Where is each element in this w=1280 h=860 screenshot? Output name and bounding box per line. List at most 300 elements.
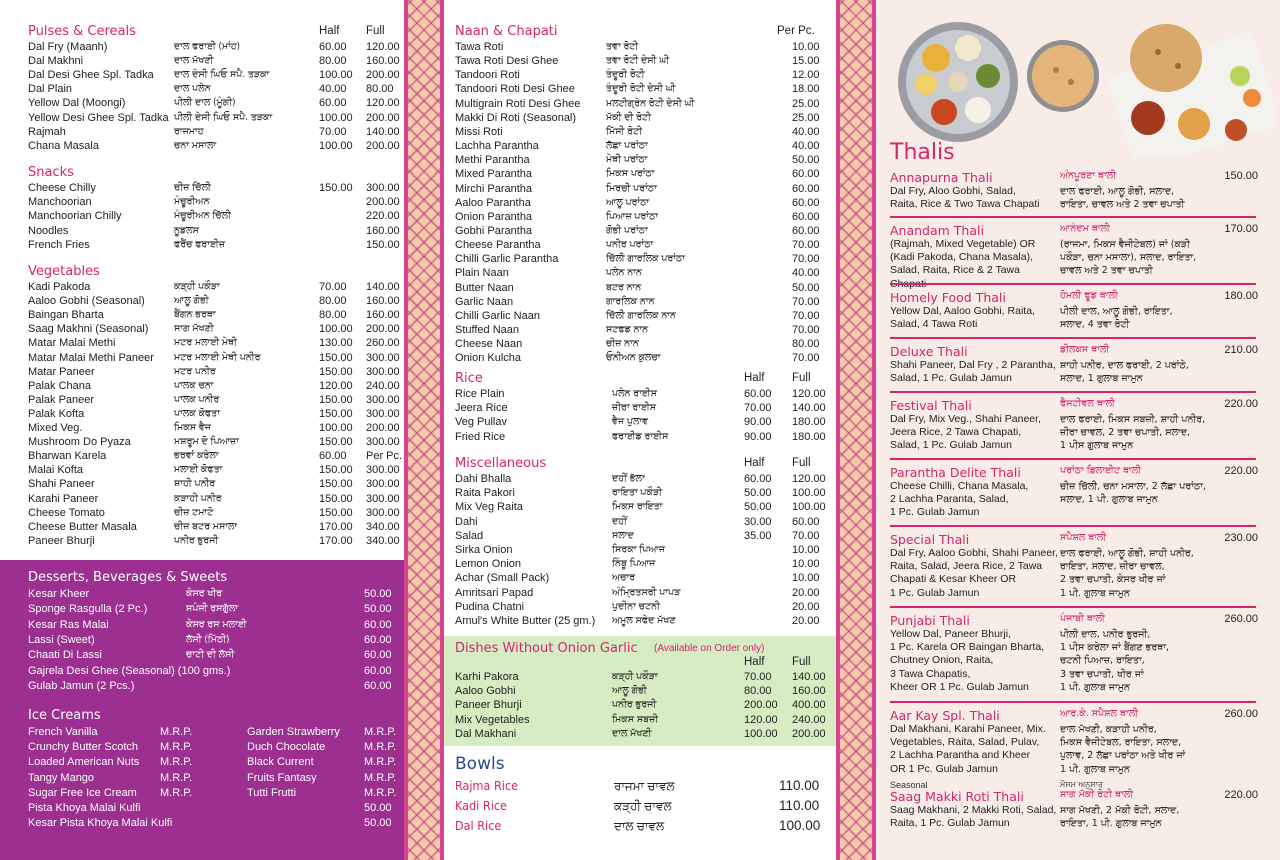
item-en: Manchoorian Chilly — [28, 210, 122, 223]
item-price: 25.00 — [792, 97, 820, 110]
thali-description: Dal Fry, Aloo Gobhi, Salad, Raita, Rice & Two Tawa Chapati — [890, 185, 1040, 211]
menu-item-row — [0, 435, 404, 449]
half-header: Half — [744, 372, 765, 384]
item-price: 100.00 — [779, 818, 821, 834]
item-price: M.R.P. — [364, 756, 397, 769]
section-title-vegetables: Vegetables — [28, 264, 100, 279]
item-en: Kadi Pakoda — [28, 281, 91, 293]
item-pa: ਵੈਜ ਪੁਲਾਵ — [612, 416, 649, 428]
item-en: Methi Parantha — [455, 154, 530, 167]
menu-item-row — [0, 294, 404, 308]
item-pa: ਸਿਰਕਾ ਪਿਆਜ — [612, 544, 665, 555]
item-en: Mushroom Do Pyaza — [28, 436, 131, 449]
item-en: Bharwan Karela — [28, 450, 107, 463]
item-pa: ਪਨੀਰ ਪਰਾਂਠਾ — [606, 239, 654, 251]
menu-item-row — [0, 725, 404, 739]
item-en: Saag Makhni (Seasonal) — [28, 323, 149, 336]
per-piece-header: Per Pc. — [777, 25, 815, 37]
item-en: Gobhi Parantha — [455, 224, 533, 237]
item-full: 60.00 — [792, 515, 820, 528]
item-pa: ਜ਼ੀਰਾ ਰਾਈਸ — [612, 402, 657, 414]
menu-item-row — [0, 587, 404, 601]
item-half: 80.00 — [744, 685, 772, 698]
item-full: 200.00 — [366, 111, 400, 124]
item-pa: ਸ਼ਾਹੀ ਪਨੀਰ — [174, 478, 216, 490]
item-pa: ਮਿਕਸ ਵੈਜ — [174, 422, 211, 433]
item-half: 150.00 — [319, 393, 353, 406]
menu-item-row — [0, 449, 404, 463]
thali-price: 210.00 — [1224, 344, 1258, 356]
item-pa: ਤਵਾ ਰੋਟੀ ਦੇਸੀ ਘੀ — [606, 55, 670, 67]
item-price: M.R.P. — [160, 786, 193, 799]
thali-name: Homely Food Thali — [890, 290, 1006, 305]
item-half: 100.00 — [319, 323, 353, 336]
thali-name-punjabi: ਸਪੈਸ਼ਲ ਥਾਲੀ — [1060, 532, 1107, 543]
item-en: Jeera Rice — [455, 402, 508, 415]
item-pa: ਗਾਰਲਿਕ ਨਾਨ — [606, 295, 655, 307]
thali-name-punjabi: ਹੋਮਲੀ ਫੂਡ ਥਾਲੀ — [1060, 290, 1118, 301]
item-pa: ਆਲੂ ਪਰਾਂਠਾ — [606, 196, 650, 208]
full-header: Full — [792, 457, 811, 469]
availability-note: (Available on Order only) — [654, 643, 765, 654]
item-full: 240.00 — [366, 379, 400, 392]
thali-description-punjabi: ਪੀਲੀ ਦਾਲ, ਪਨੀਰ ਭੁਰਜੀ, 1 ਪੀਸ ਕਰੇਲਾ ਜਾਂ ਬੈਂਗਣ ਭਰਥਾ, ਚਟਨੀ ਪਿਆਜ਼, ਰਾਇਤਾ, 3 ਤਵਾ ਚਪਾਤੀ, ਖੀਰ ਜਾਂ 1 ਪੀ. ਗੁਲਾਬ ਜਾਮੁਨ — [1060, 629, 1170, 693]
full-header: Full — [792, 656, 811, 668]
item-price: 50.00 — [792, 281, 820, 294]
thali-description: Dal Makhani, Karahi Paneer, Mix. Vegetables, Raita, Salad, Pulav, 2 Lachha Parantha and Kheer OR 1 Pc. Gulab Jamun — [890, 723, 1046, 775]
item-pa: ਪਾਲਕ ਚਨਾ — [174, 379, 214, 391]
item-full: 200.00 — [366, 69, 400, 82]
item-half: 100.00 — [319, 111, 353, 124]
thali-description-punjabi: ਸਾਗ ਮੱਖਣੀ, 2 ਮੱਕੀ ਰੋਟੀ, ਸਲਾਦ, ਰਾਇਤਾ, 1 ਪੀ. ਗੁਲਾਬ ਜਾਮੁਨ — [1060, 805, 1180, 830]
item-pa: ਪਿਆਜ਼ ਪਰਾਂਠਾ — [606, 210, 659, 222]
separator-line — [890, 525, 1256, 527]
item-full: 150.00 — [366, 238, 400, 251]
menu-item-row — [0, 96, 404, 110]
separator-line — [890, 337, 1256, 339]
thali-name: Saag Makki Roti Thali — [890, 789, 1024, 804]
separator-line — [890, 458, 1256, 460]
section-title-ice-creams: Ice Creams — [28, 708, 101, 723]
thalis-title: Thalis — [890, 140, 955, 165]
menu-item-row — [0, 209, 404, 223]
thali-description: Dal Fry, Mix Veg., Shahi Paneer, Jeera Rice, 2 Tawa Chapati, Salad, 1 Pc. Gulab Jamun — [890, 413, 1041, 452]
menu-item-row — [0, 816, 404, 830]
item-half: 50.00 — [744, 501, 772, 514]
thali-name-punjabi: ਪਰਾਂਠਾ ਡਿਲਾਈਟ ਥਾਲੀ — [1060, 465, 1142, 476]
item-half: 60.00 — [319, 41, 347, 53]
menu-item-row — [0, 506, 404, 520]
thali-name-punjabi: ਆਰ.ਕੇ. ਸਪੈਸ਼ਲ ਥਾਲੀ — [1060, 708, 1139, 719]
item-en: Tangy Mango — [28, 771, 95, 784]
menu-item-row — [0, 755, 404, 769]
menu-item-row — [0, 322, 404, 336]
section-title-misc: Miscellaneous — [455, 456, 547, 471]
item-en: Black Current — [247, 756, 314, 769]
item-pa: ਆਲੂ ਗੋਭੀ — [612, 685, 647, 697]
item-price: M.R.P. — [160, 756, 193, 769]
item-price: 50.00 — [364, 603, 392, 616]
item-price: 70.00 — [792, 352, 820, 365]
item-pa: ਤੰਦੂਰੀ ਰੋਟੀ — [606, 69, 645, 81]
item-en: Dahi Bhalla — [455, 473, 512, 485]
item-full: 200.00 — [366, 139, 400, 152]
item-pa: ਦਹੀਂ — [612, 515, 627, 527]
item-en: Matar Malai Methi Paneer — [28, 351, 154, 364]
item-pa: ਬੈਂਗਨ ਭਰਥਾ — [174, 309, 216, 321]
section-title-pulses: Pulses & Cereals — [28, 24, 136, 39]
item-en: Mixed Parantha — [455, 168, 533, 181]
item-full: 340.00 — [366, 534, 400, 547]
item-half: 50.00 — [744, 487, 772, 500]
item-en: Rajma Rice — [455, 778, 519, 793]
item-half: 70.00 — [744, 402, 772, 415]
thali-description: Dal Fry, Aaloo Gobhi, Shahi Paneer, Raita, Salad, Jeera Rice, 2 Tawa Chapati & Kesar Kheer OR 1 Pc. Gulab Jamun — [890, 547, 1058, 599]
menu-item-row — [0, 771, 404, 785]
item-full: 300.00 — [366, 365, 400, 378]
item-price: 50.00 — [792, 154, 820, 167]
menu-item-row — [0, 238, 404, 252]
item-price: M.R.P. — [364, 771, 397, 784]
item-en: Shahi Paneer — [28, 478, 95, 491]
item-full: 120.00 — [792, 388, 826, 400]
item-en: Cheese Chilly — [28, 182, 96, 194]
item-en: Chana Masala — [28, 139, 99, 152]
menu-item-row — [0, 520, 404, 534]
item-full: 200.00 — [366, 422, 400, 434]
thali-description-punjabi: ਪੀਲੀ ਦਾਲ, ਆਲੂ ਗੋਭੀ, ਰਾਇਤਾ, ਸਲਾਦ, 4 ਤਵਾ ਰੋਟੀ — [1060, 306, 1173, 331]
item-pa: ਦਾਲ ਮੱਖਣੀ — [612, 727, 652, 739]
item-pa: ਸਾਗ ਮੱਖਣੀ — [174, 323, 214, 335]
item-en: Palak Chana — [28, 379, 91, 392]
item-en: Dahi — [455, 515, 478, 528]
thali-name-punjabi: ਫੈਸਟੀਵਲ ਥਾਲੀ — [1060, 398, 1115, 409]
item-price: 12.00 — [792, 69, 820, 82]
item-full: 180.00 — [792, 430, 826, 443]
item-en: Plain Naan — [455, 267, 509, 280]
item-en: Veg Pullav — [455, 416, 507, 429]
item-en: Pista Khoya Malai Kulfi — [28, 802, 141, 814]
bowls-list — [444, 0, 836, 860]
item-pa: ਮਿਰਚੀ ਪਰਾਂਠਾ — [606, 182, 657, 194]
menu-item-row — [0, 365, 404, 379]
item-pa: ਮੱਕੀ ਦੀ ਰੋਟੀ — [606, 111, 652, 123]
item-price: 50.00 — [364, 802, 392, 814]
item-full: 220.00 — [366, 210, 400, 223]
item-full: 140.00 — [366, 125, 400, 138]
thali-price: 260.00 — [1224, 613, 1258, 625]
item-half: 150.00 — [319, 182, 353, 194]
item-pa: ਦਾਲ ਚਾਵਲ — [614, 819, 665, 834]
section-title-no-onion-garlic: Dishes Without Onion Garlic — [455, 641, 638, 656]
item-en: Matar Malai Methi — [28, 337, 116, 350]
item-pa: ਸਟਫਡ ਨਾਨ — [606, 324, 649, 335]
item-en: Noodles — [28, 224, 69, 237]
item-en: Lemon Onion — [455, 558, 522, 571]
separator-line — [890, 283, 1256, 285]
menu-item-row — [444, 817, 836, 835]
item-en: Aaloo Parantha — [455, 196, 531, 209]
item-en: Matar Paneer — [28, 365, 95, 378]
thali-price: 150.00 — [1224, 170, 1258, 182]
item-price: M.R.P. — [364, 786, 397, 799]
item-full: 20.00 — [792, 586, 820, 599]
menu-item-row — [0, 40, 404, 54]
item-half: 120.00 — [319, 379, 353, 392]
item-half: 150.00 — [319, 365, 353, 378]
thali-name: Anandam Thali — [890, 223, 984, 238]
item-half: 30.00 — [744, 515, 772, 528]
thali-description-punjabi: ਚੀਜ਼ ਚਿੱਲੀ, ਚਨਾ ਮਸਾਲਾ, 2 ਲੱਛਾ ਪਰਾਂਠਾ, ਸਲਾਦ, 1 ਪੀ. ਗੁਲਾਬ ਜਾਮੁਨ — [1060, 481, 1206, 506]
item-price: 70.00 — [792, 309, 820, 322]
item-half: 150.00 — [319, 492, 353, 505]
item-pa: ਚਿੱਲੀ ਗਾਰਲਿਕ ਪਰਾਂਠਾ — [606, 253, 686, 265]
item-en: Crunchy Butter Scotch — [28, 741, 139, 754]
item-pa: ਮਸ਼ਰੂਮ ਦੋ ਪਿਆਜ਼ਾ — [174, 436, 239, 448]
item-full: 260.00 — [366, 337, 400, 350]
item-pa: ਤਵਾ ਰੋਟੀ — [606, 41, 639, 52]
item-pa: ਲੱਸੀ (ਮਿੱਠੀ) — [186, 633, 230, 645]
menu-item-row — [0, 224, 404, 238]
item-en: Dal Makhani — [455, 727, 517, 740]
item-pa: ਪਲੇਨ ਨਾਨ — [606, 267, 642, 279]
item-full: 160.00 — [366, 295, 400, 308]
item-pa: ਮੰਚੂਰੀਅਨ ਚਿੱਲੀ — [174, 210, 231, 222]
item-pa: ਅੰਮ੍ਰਿਤਸਰੀ ਪਾਪੜ — [612, 586, 681, 598]
item-pa: ਬਟਰ ਨਾਨ — [606, 281, 642, 293]
item-en: Dal Desi Ghee Spl. Tadka — [28, 69, 154, 82]
item-pa: ਕੜ੍ਹੀ ਚਾਵਲ — [614, 799, 672, 814]
menu-item-row — [0, 618, 404, 632]
item-en: Garden Strawberry — [247, 726, 340, 738]
item-half: 200.00 — [744, 699, 778, 712]
item-en: Kadi Rice — [455, 798, 507, 814]
item-en: Cheese Butter Masala — [28, 520, 137, 533]
thali-name-punjabi: ਪੰਜਾਬੀ ਥਾਲੀ — [1060, 613, 1105, 624]
item-en: Fried Rice — [455, 430, 506, 443]
item-pa: ਮਿਕਸ ਪਰਾਂਠਾ — [606, 168, 655, 180]
item-full: 100.00 — [792, 501, 826, 514]
thali-name: Aar Kay Spl. Thali — [890, 708, 1000, 723]
item-en: Chaati Di Lassi — [28, 649, 102, 662]
column-3 — [876, 0, 1280, 860]
item-pa: ਚਿੱਲੀ ਗਾਰਲਿਕ ਨਾਨ — [606, 309, 676, 321]
item-pa: ਲੱਛਾ ਪਰਾਂਠਾ — [606, 140, 648, 152]
item-pa: ਪੀਲੀ ਦਾਲ (ਮੂੰਗੀ) — [174, 97, 236, 109]
item-price: 60.00 — [364, 679, 392, 692]
item-en: Mix Vegetables — [455, 713, 530, 726]
item-en: Stuffed Naan — [455, 324, 520, 336]
item-pa: ਨਿੰਬੂ ਪਿਆਜ — [612, 558, 656, 570]
item-pa: ਪਾਲਕ ਪਨੀਰ — [174, 393, 220, 405]
item-half: 60.00 — [744, 473, 772, 485]
item-en: Tutti Frutti — [247, 786, 297, 799]
item-en: Aaloo Gobhi — [455, 685, 516, 698]
item-full: 140.00 — [792, 671, 826, 683]
item-full: 160.00 — [366, 55, 400, 68]
mains-panel — [0, 0, 404, 560]
item-half: 80.00 — [319, 295, 347, 308]
thali-name-punjabi: ਆਨੰਦਮ ਥਾਲੀ — [1060, 223, 1110, 234]
item-half: 80.00 — [319, 55, 347, 68]
item-price: 60.00 — [364, 649, 392, 662]
item-pa: ਕੇਸਰ ਰਸ ਮਲਾਈ — [186, 618, 247, 630]
thali-price: 220.00 — [1224, 465, 1258, 477]
menu-item-row — [0, 740, 404, 754]
item-en: Onion Parantha — [455, 210, 533, 223]
thali-description: Saag Makhani, 2 Makki Roti, Salad, Raita, 1 Pc. Gulab Jamun — [890, 804, 1057, 830]
section-title-naan: Naan & Chapati — [455, 24, 558, 39]
section-title-bowls: Bowls — [455, 754, 505, 774]
thali-price: 230.00 — [1224, 532, 1258, 544]
item-en: Sugar Free Ice Cream — [28, 786, 137, 799]
thali-name-punjabi: ਸਾਗ ਮੱਕੀ ਰੋਟੀ ਥਾਲੀ — [1060, 789, 1134, 800]
item-en: French Vanilla — [28, 726, 98, 738]
menu-item-row — [0, 534, 404, 548]
item-half: 130.00 — [319, 337, 353, 350]
item-half: 150.00 — [319, 351, 353, 364]
item-full: 300.00 — [366, 407, 400, 420]
thali-description: Cheese Chilli, Chana Masala, 2 Lachha Paranta, Salad, 1 Pc. Gulab Jamun — [890, 480, 1029, 519]
menu-item-row — [0, 786, 404, 800]
item-pa: ਰਾਇਤਾ ਪਕੌੜੀ — [612, 487, 663, 499]
item-en: Mirchi Parantha — [455, 182, 533, 195]
thali-price: 170.00 — [1224, 223, 1258, 235]
item-price: M.R.P. — [160, 771, 193, 784]
item-pa: ਫਰੈਂਚ ਫਰਾਈਜ਼ — [174, 238, 226, 250]
menu-item-row — [0, 280, 404, 294]
section-title-rice: Rice — [455, 371, 483, 386]
item-full: 340.00 — [366, 520, 400, 533]
item-price: 60.00 — [792, 196, 820, 209]
item-price: 18.00 — [792, 83, 820, 96]
item-price: 50.00 — [364, 817, 392, 830]
thali-name: Deluxe Thali — [890, 344, 968, 359]
item-pa: ਮਿੱਸੀ ਰੋਟੀ — [606, 125, 643, 137]
item-price: 110.00 — [779, 798, 820, 814]
item-en: Malai Kofta — [28, 464, 84, 477]
item-en: Mix Veg Raita — [455, 501, 523, 514]
item-price: 40.00 — [792, 125, 820, 138]
separator-line — [890, 391, 1256, 393]
desserts-panel — [0, 560, 404, 860]
item-en: Amul's White Butter (25 gm.) — [455, 615, 596, 627]
thali-description: Shahi Paneer, Dal Fry , 2 Parantha, Salad, 1 Pc. Gulab Jamun — [890, 359, 1056, 385]
item-full: 140.00 — [792, 402, 826, 415]
item-en: Sponge Rasgulla (2 Pc.) — [28, 603, 148, 616]
thali-name: Punjabi Thali — [890, 613, 970, 628]
item-price: 40.00 — [792, 140, 820, 153]
column-1 — [0, 0, 404, 860]
thali-name: Parantha Delite Thali — [890, 465, 1021, 480]
menu-item-row — [0, 463, 404, 477]
item-pa: ਅਮੂਲ ਸਫੇਦ ਮੱਖਣ — [612, 615, 676, 626]
item-pa: ਤੰਦੂਰੀ ਰੋਟੀ ਦੇਸੀ ਘੀ — [606, 83, 676, 95]
menu-item-row — [0, 195, 404, 209]
item-pa: ਆਲੂ ਗੋਭੀ — [174, 295, 209, 307]
item-full: 300.00 — [366, 464, 400, 477]
item-full: 120.00 — [366, 97, 400, 110]
item-full: 160.00 — [366, 309, 400, 322]
item-pa: ਦਹੀਂ ਭੱਲਾ — [612, 473, 645, 484]
item-price: 110.00 — [779, 778, 820, 793]
menu-item-row — [0, 492, 404, 506]
menu-item-row — [0, 308, 404, 322]
item-half: 150.00 — [319, 478, 353, 491]
item-en: Makki Di Roti (Seasonal) — [455, 111, 577, 124]
item-en: Gulab Jamun (2 Pcs.) — [28, 679, 135, 692]
thali-description-punjabi: ਸ਼ਾਹੀ ਪਨੀਰ, ਦਾਲ ਫਰਾਈ, 2 ਪਰਾਂਠੇ, ਸਲਾਦ, 1 ਗੁਲਾਬ ਜਾਮੁਨ — [1060, 360, 1189, 385]
item-en: Baingan Bharta — [28, 309, 104, 322]
item-en: Cheese Parantha — [455, 239, 541, 252]
item-en: Kesar Kheer — [28, 588, 90, 600]
item-full: 300.00 — [366, 492, 400, 505]
thali-description-punjabi: (ਰਾਜਮਾ, ਮਿਕਸ ਵੈਜੀਟੇਬਲ) ਜਾਂ (ਕੜੀ ਪਕੌੜਾ, ਚਨਾ ਮਸਾਲਾ), ਸਲਾਦ, ਰਾਇਤਾ, ਚਾਵਲ ਅਤੇ 2 ਤਵਾ ਚਪਾਤੀ — [1060, 239, 1197, 277]
item-pa: ਮਿਕਸ ਸਬਜ਼ੀ — [612, 713, 659, 725]
item-pa: ਦਾਲ ਫਰਾਈ (ਮਾਂਹ) — [174, 41, 240, 52]
item-full: 300.00 — [366, 351, 400, 364]
item-full: 80.00 — [366, 83, 394, 96]
menu-item-row — [0, 679, 404, 693]
menu-item-row — [444, 777, 836, 795]
item-pa: ਓਨੀਅਨ ਕੁਲਚਾ — [606, 352, 661, 364]
item-half: 90.00 — [744, 430, 772, 443]
item-full: 300.00 — [366, 478, 400, 491]
menu-item-row — [0, 54, 404, 68]
item-price: 60.00 — [364, 633, 392, 646]
seasonal-label-punjabi: ਮੌਸਮ ਅਨੁਸਾਰ — [1060, 780, 1103, 789]
item-en: Lachha Parantha — [455, 140, 539, 153]
item-en: Duch Chocolate — [247, 741, 326, 754]
item-full: 200.00 — [366, 323, 400, 336]
item-pa: ਕੇਸਰ ਖੀਰ — [186, 588, 223, 599]
item-en: Onion Kulcha — [455, 352, 522, 365]
item-price: 70.00 — [792, 239, 820, 252]
item-pa: ਫਰਾਈਡ ਰਾਈਸ — [612, 430, 669, 442]
thali-name-punjabi: ਅੰਨਪੂਰਣਾ ਥਾਲੀ — [1060, 170, 1117, 181]
thali-price: 180.00 — [1224, 290, 1258, 302]
item-en: Manchoorian — [28, 196, 92, 209]
item-en: Karhi Pakora — [455, 671, 519, 683]
item-half: 70.00 — [319, 125, 347, 138]
item-pa: ਕੜਾਹੀ ਪਨੀਰ — [174, 492, 222, 504]
item-pa: ਪੀਲੀ ਦੇਸੀ ਘਿਓ ਸਪੈ. ਤੜਕਾ — [174, 111, 273, 123]
item-pa: ਗੋਭੀ ਪਰਾਂਠਾ — [606, 224, 648, 236]
decorative-border-left — [404, 0, 444, 860]
item-en: Missi Roti — [455, 125, 503, 138]
item-en: Mixed Veg. — [28, 422, 83, 434]
seasonal-label: Seasonal — [890, 780, 928, 790]
item-en: Amritsari Papad — [455, 586, 534, 599]
thali-price: 220.00 — [1224, 789, 1258, 801]
item-price: 80.00 — [792, 338, 820, 351]
item-en: Rice Plain — [455, 388, 505, 400]
item-half: 40.00 — [319, 83, 347, 96]
item-half: 120.00 — [744, 713, 778, 726]
item-full: 200.00 — [366, 196, 400, 209]
item-full: 180.00 — [792, 416, 826, 429]
menu-item-row — [0, 139, 404, 153]
menu-item-row — [0, 379, 404, 393]
thali-price: 260.00 — [1224, 708, 1258, 720]
menu-item-row — [0, 407, 404, 421]
item-full: 300.00 — [366, 436, 400, 449]
item-en: Raita Pakori — [455, 487, 515, 500]
item-full: 10.00 — [792, 572, 820, 585]
item-half: 60.00 — [319, 450, 347, 463]
item-pa: ਮਲਾਈ ਕੋਫਤਾ — [174, 464, 223, 476]
menu-item-row — [444, 797, 836, 815]
